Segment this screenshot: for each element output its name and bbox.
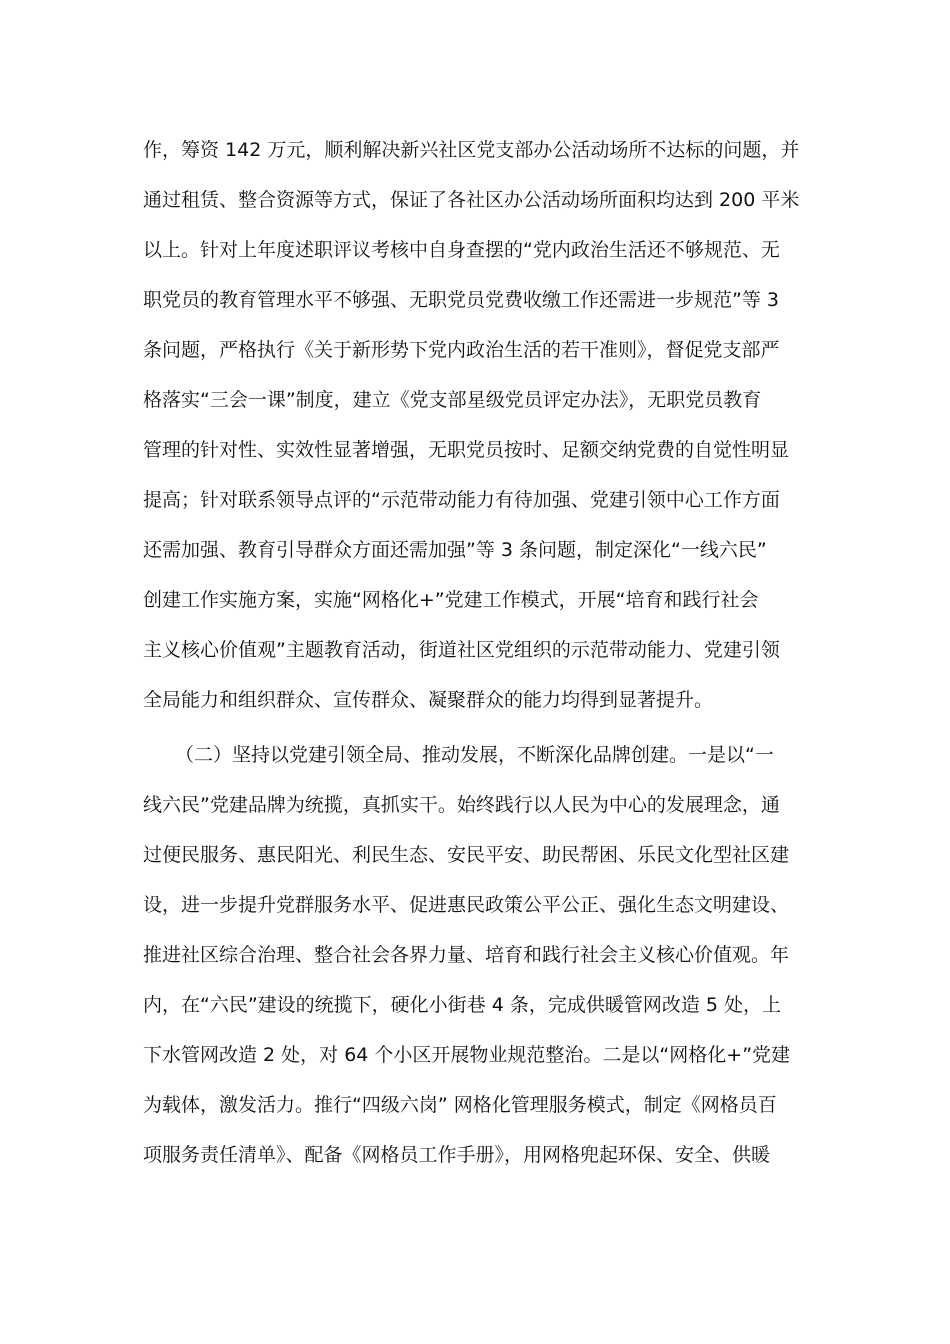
paragraph-line: 为载体，激发活力。推行“四级六岗” 网格化管理服务模式，制定《网格员百: [143, 1094, 777, 1116]
paragraph-1: [143, 125, 807, 725]
paragraph-line: 还需加强、教育引导群众方面还需加强”等 3 条问题，制定深化“一线六民”: [143, 539, 767, 561]
paragraph-line: 主义核心价值观”主题教育活动，街道社区党组织的示范带动能力、党建引领: [143, 639, 780, 661]
paragraph-line: 职党员的教育管理水平不够强、无职党员党费收缴工作还需进一步规范”等 3: [143, 289, 779, 311]
paragraph-line: 线六民”党建品牌为统揽，真抓实干。始终践行以人民为中心的发展理念，通: [143, 794, 780, 816]
paragraph-line: 格落实“三会一课”制度，建立《党支部星级党员评定办法》，无职党员教育: [143, 389, 762, 411]
paragraph-2: [143, 730, 807, 1180]
paragraph-line: （二）坚持以党建引领全局、推动发展，不断深化品牌创建。一是以“一: [175, 744, 774, 766]
paragraph-line: 条问题，严格执行《关于新形势下党内政治生活的若干准则》，督促党支部严: [143, 339, 780, 361]
paragraph-line: 下水管网改造 2 处，对 64 个小区开展物业规范整治。二是以“网格化+”党建: [143, 1044, 791, 1066]
paragraph-line: 项服务责任清单》、配备《网格员工作手册》，用网格兜起环保、安全、供暖: [143, 1144, 771, 1166]
paragraph-line: 管理的针对性、实效性显著增强，无职党员按时、足额交纳党费的自觉性明显: [143, 439, 790, 461]
paragraph-line: 内，在“六民”建设的统揽下，硬化小街巷 4 条，完成供暖管网改造 5 处，上: [143, 994, 782, 1016]
paragraph-line: 过便民服务、惠民阳光、利民生态、安民平安、助民帮困、乐民文化型社区建: [143, 844, 790, 866]
paragraph-line: 全局能力和组织群众、宣传群众、凝聚群众的能力均得到显著提升。: [143, 689, 714, 711]
paragraph-line: 设，进一步提升党群服务水平、促进惠民政策公平公正、强化生态文明建设、: [143, 894, 790, 916]
paragraph-line: 提高；针对联系领导点评的“示范带动能力有待加强、党建引领中心工作方面: [143, 489, 780, 511]
paragraph-line: 推进社区综合治理、整合社会各界力量、培育和践行社会主义核心价值观。年: [143, 944, 790, 966]
paragraph-line: 通过租赁、整合资源等方式，保证了各社区办公活动场所面积均达到 200 平米: [143, 189, 800, 211]
paragraph-line: 创建工作实施方案，实施“网格化+”党建工作模式，开展“培育和践行社会: [143, 589, 759, 611]
paragraph-line: 以上。针对上年度述职评议考核中自身查摆的“党内政治生活还不够规范、无: [143, 239, 780, 261]
paragraph-line: 作，筹资 142 万元，顺利解决新兴社区党支部办公活动场所不达标的问题，并: [143, 139, 800, 161]
